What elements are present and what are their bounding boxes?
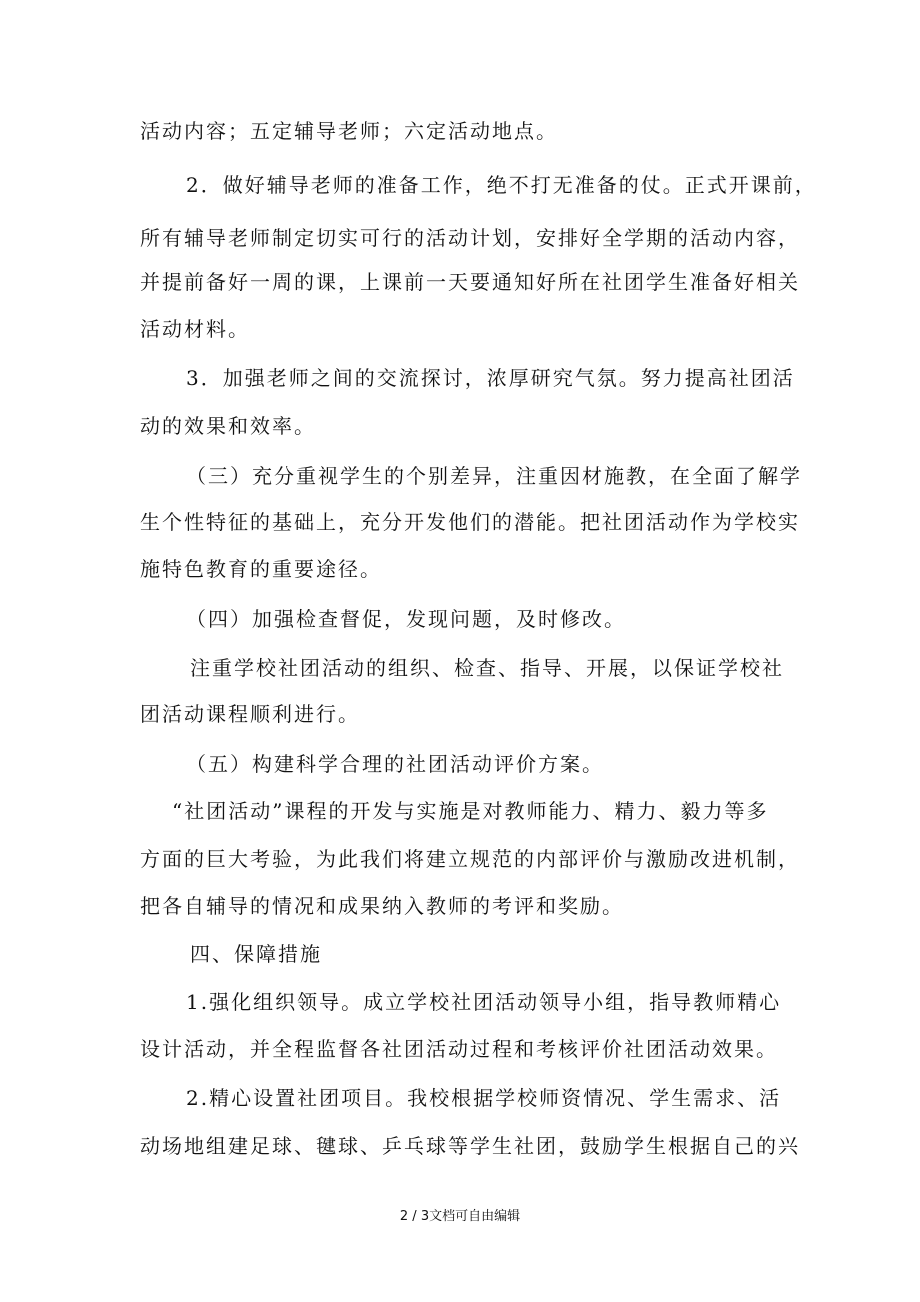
text-line: 2．做好辅导老师的准备工作，绝不打无准备的仗。正式开课前， bbox=[186, 173, 817, 197]
text-line: 所有辅导老师制定切实可行的活动计划，安排好全学期的活动内容， bbox=[140, 226, 800, 250]
text-line: 1.强化组织领导。成立学校社团活动领导小组，指导教师精心 bbox=[186, 990, 782, 1014]
text-line: （五）构建科学合理的社团活动评价方案。 bbox=[186, 752, 604, 776]
text-line: 施特色教育的重要途径。 bbox=[140, 557, 382, 581]
text-line: 生个性特征的基础上，充分开发他们的潜能。把社团活动作为学校实 bbox=[140, 510, 800, 534]
text-line: 并提前备好一周的课，上课前一天要通知好所在社团学生准备好相关 bbox=[140, 270, 800, 294]
text-line: 活动材料。 bbox=[140, 317, 250, 341]
text-line: （三）充分重视学生的个别差异，注重因材施教，在全面了解学 bbox=[186, 464, 802, 488]
text-line: 动的效果和效率。 bbox=[140, 414, 316, 438]
text-line: 方面的巨大考验，为此我们将建立规范的内部评价与激励改进机制， bbox=[140, 847, 800, 871]
text-line: 动场地组建足球、毽球、乒乓球等学生社团，鼓励学生根据自己的兴 bbox=[140, 1134, 800, 1158]
text-line: “社团活动”课程的开发与实施是对教师能力、精力、毅力等多 bbox=[172, 799, 769, 823]
page-footer: 2 / 3文档可自由编辑 bbox=[399, 1209, 521, 1224]
text-line: 2.精心设置社团项目。我校根据学校师资情况、学生需求、活 bbox=[186, 1086, 782, 1110]
text-line: （四）加强检查督促，发现问题，及时修改。 bbox=[186, 607, 626, 631]
text-line: 注重学校社团活动的组织、检查、指导、开展，以保证学校社 bbox=[190, 656, 784, 680]
text-line: 团活动课程顺利进行。 bbox=[140, 702, 360, 726]
text-line: 活动内容；五定辅导老师；六定活动地点。 bbox=[140, 119, 558, 143]
text-line: 设计活动，并全程监督各社团活动过程和考核评价社团活动效果。 bbox=[140, 1037, 778, 1061]
section-heading: 四、保障措施 bbox=[190, 942, 322, 966]
text-line: 把各自辅导的情况和成果纳入教师的考评和奖励。 bbox=[140, 894, 624, 918]
text-line: 3．加强老师之间的交流探讨，浓厚研究气氛。努力提高社团活 bbox=[186, 366, 795, 390]
